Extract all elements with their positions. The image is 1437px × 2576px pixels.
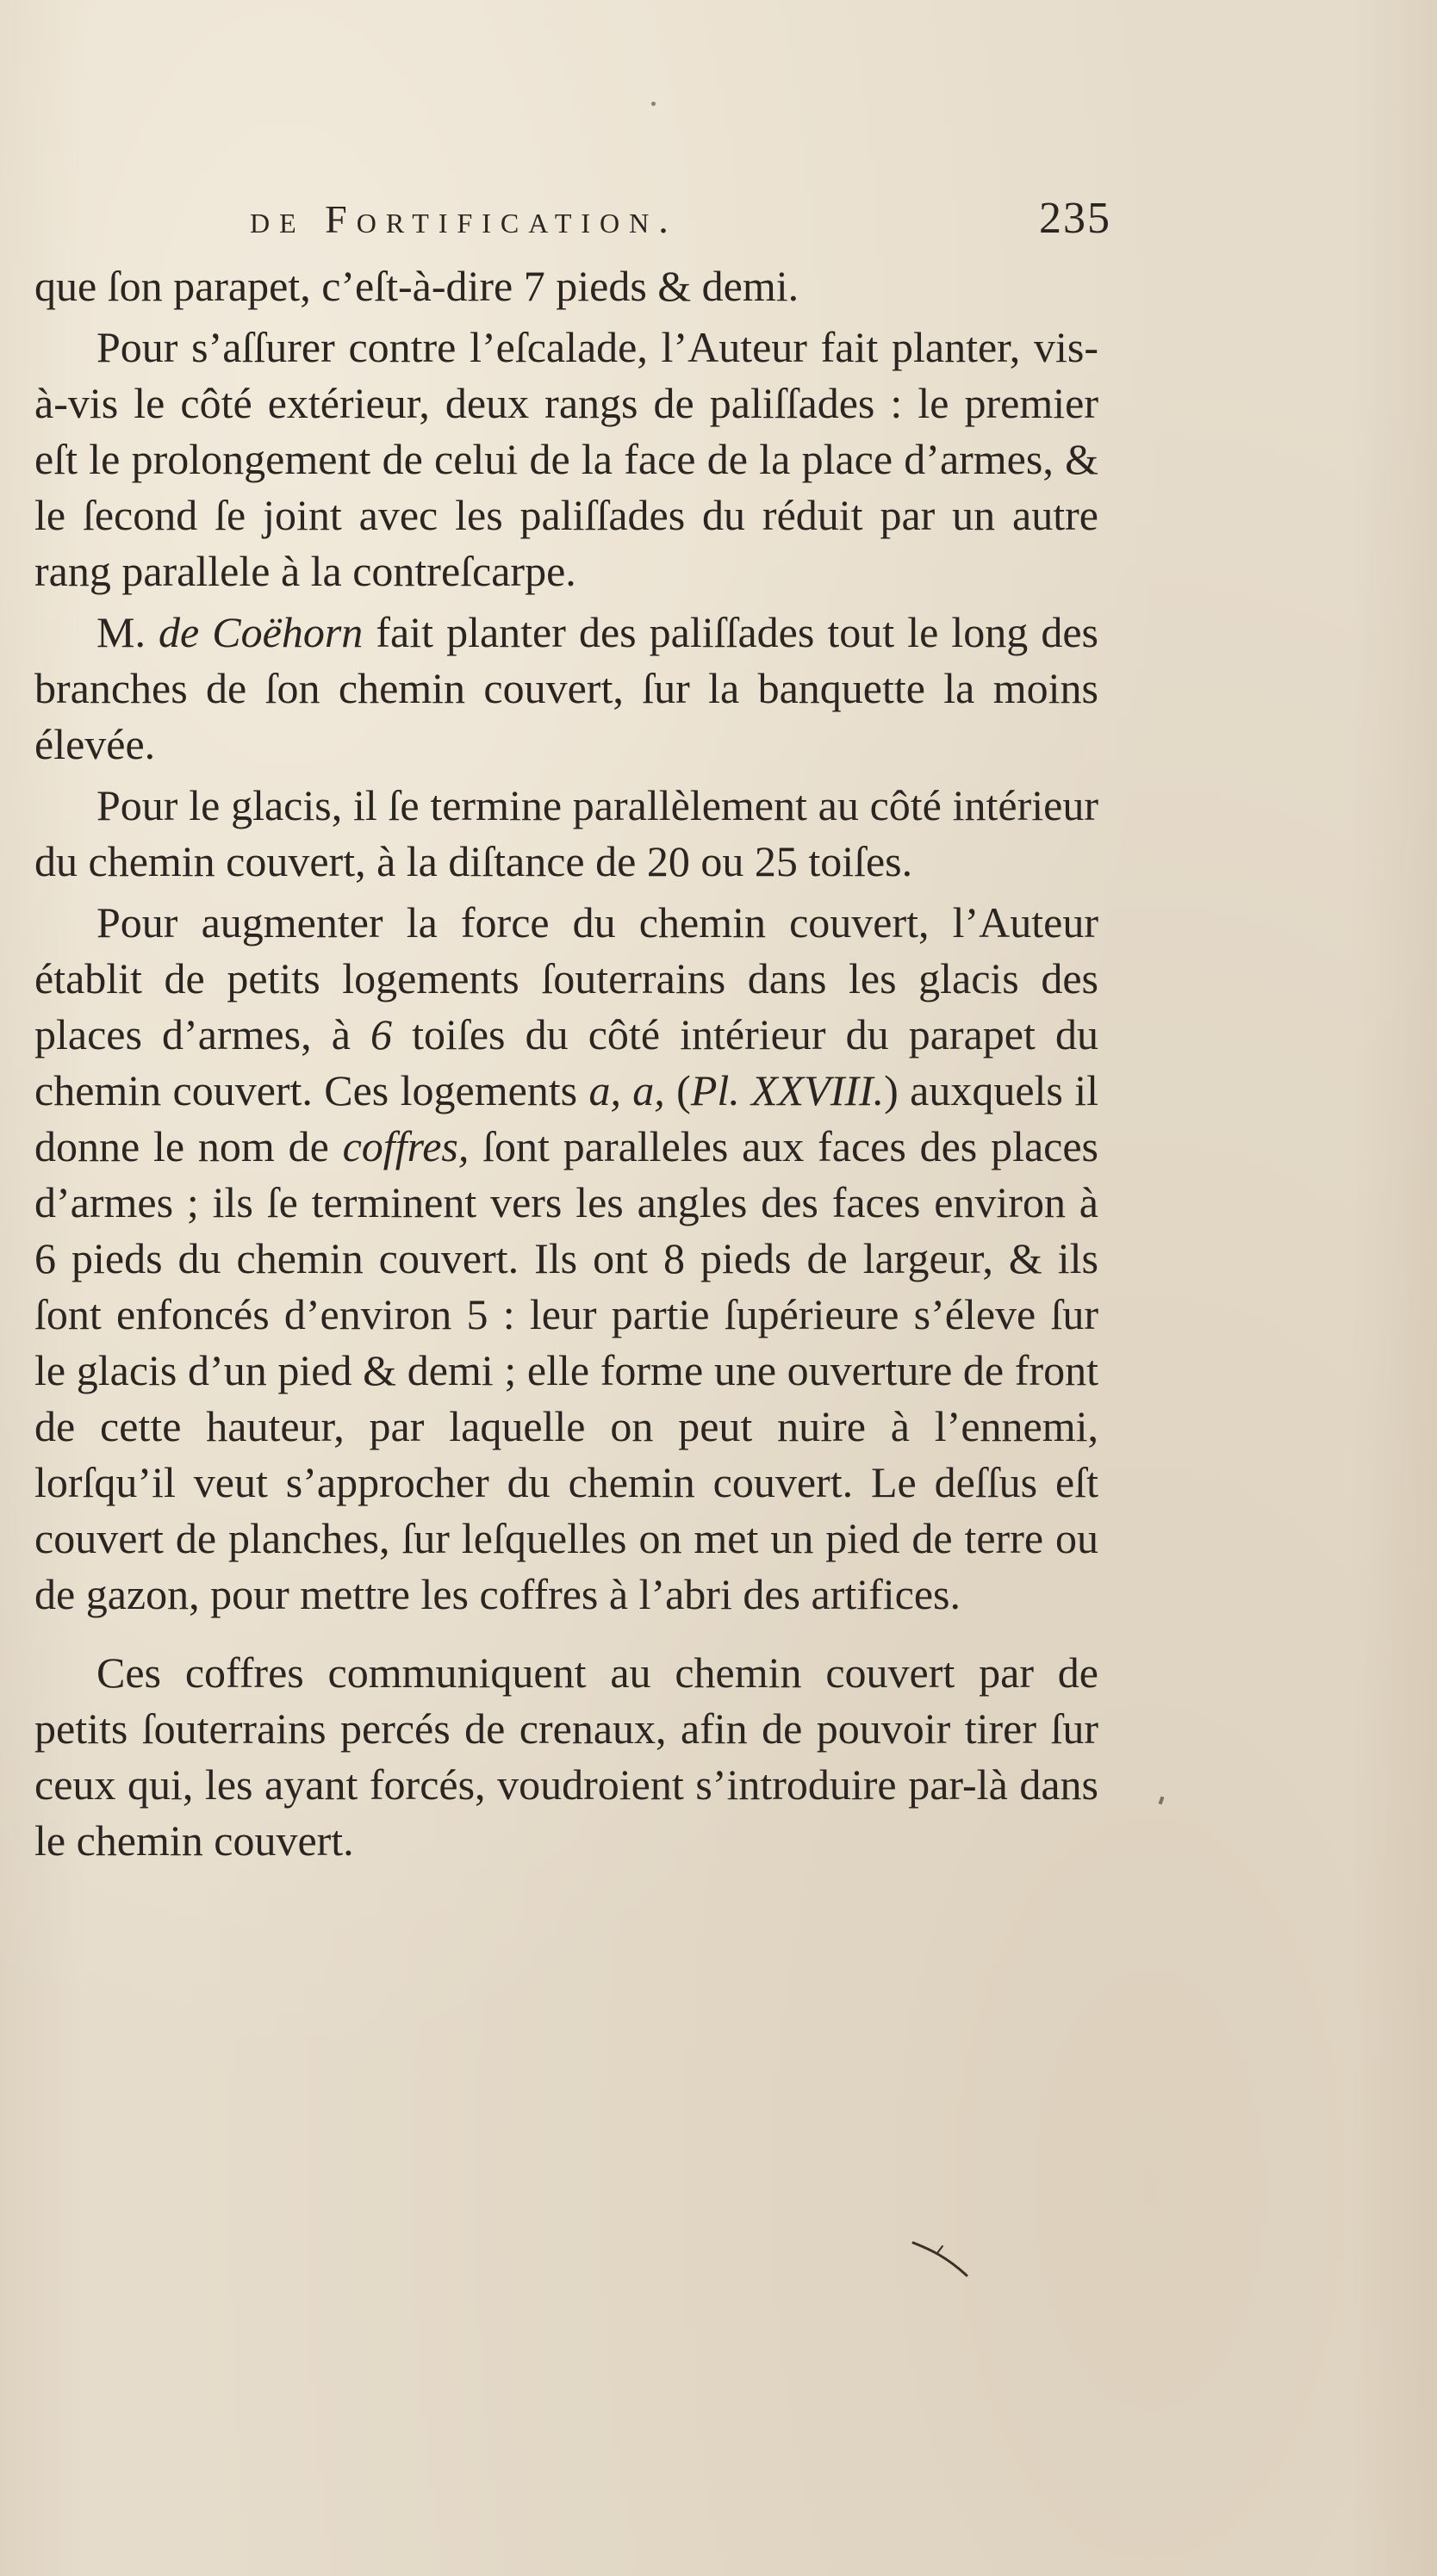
text-segment: Pour s’aſſurer contre l’eſcalade, l’Auteur fait planter, vis-à-vis le côté extérieur, deux rangs de paliſſades : le premier eſt le prolongement de celui de la face de la place d’armes, & le ſecond ſe joint avec les paliſſades du réduit par un autre rang parallele à la contreſcarpe. bbox=[34, 323, 1098, 595]
text-segment-italic: coffres, bbox=[342, 1122, 470, 1170]
running-title: de Fortification. bbox=[250, 197, 678, 241]
paragraph-continuation bbox=[34, 258, 1098, 314]
stray-pen-mark bbox=[911, 2238, 972, 2279]
text-segment: fait planter des paliſſades tout le long des branches de ſon chemin couvert, ſur la banquette la moins élevée. bbox=[34, 608, 1098, 768]
paragraph-coehorn bbox=[34, 605, 1098, 773]
text-segment: Pour le glacis, il ſe termine parallèlement au côté intérieur du chemin couvert, à la diſtance de 20 ou 25 toiſes. bbox=[34, 781, 1098, 885]
paragraph-souterrains bbox=[34, 1645, 1098, 1869]
text-segment: toiſes du côté intérieur du parapet du chemin couvert. Ces logements bbox=[34, 1010, 1098, 1114]
text-segment: M. bbox=[96, 608, 159, 656]
text-segment-italic: Pl. XXVIII. bbox=[690, 1066, 885, 1114]
text-segment: que ſon parapet, c’eſt-à-dire 7 pieds & demi. bbox=[34, 262, 799, 310]
page-number: 235 bbox=[1039, 194, 1111, 243]
page-header bbox=[250, 196, 1111, 248]
paper-speck bbox=[1159, 1797, 1165, 1805]
text-segment: ſont paralleles aux faces des places d’armes ; ils ſe terminent vers les angles des faces environ à 6 pieds du chemin couvert. Ils ont 8 pieds de largeur, & ils ſont enfoncés d’environ 5 : leur partie ſupérieure s’éleve ſur le glacis d’un pied & demi ; elle forme une ouverture de front de cette hauteur, par laquelle on peut nuire à l’ennemi, lorſqu’il veut s’approcher du chemin couvert. Le deſſus eſt couvert de planches, ſur leſquelles on met un pied de terre ou de gazon, pour mettre les coffres à l’abri des artifices. bbox=[34, 1122, 1098, 1618]
text-segment-italic: de Coëhorn bbox=[159, 608, 364, 656]
paragraph-glacis bbox=[34, 778, 1098, 890]
paper-speck bbox=[651, 102, 656, 106]
paragraph-escalade bbox=[34, 320, 1098, 599]
paragraph-coffres bbox=[34, 895, 1098, 1623]
text-segment-italic: 6 bbox=[370, 1010, 393, 1058]
text-segment: Ces coffres communiquent au chemin couvert par de petits ſouterrains percés de crenaux, afin de pouvoir tirer ſur ceux qui, les ayant forcés, voudroient s’introduire par-là dans le chemin couvert. bbox=[34, 1648, 1098, 1865]
text-segment: ) auxquels il donne le nom de bbox=[34, 1066, 1099, 1170]
text-segment: Pour augmenter la force du chemin couvert, l’Auteur établit de petits logements ſouterrains dans les glacis des places d’armes, à bbox=[34, 898, 1098, 1058]
text-segment: ( bbox=[664, 1066, 691, 1114]
body-text bbox=[34, 258, 1098, 1869]
text-segment-italic: a, a, bbox=[588, 1066, 665, 1114]
